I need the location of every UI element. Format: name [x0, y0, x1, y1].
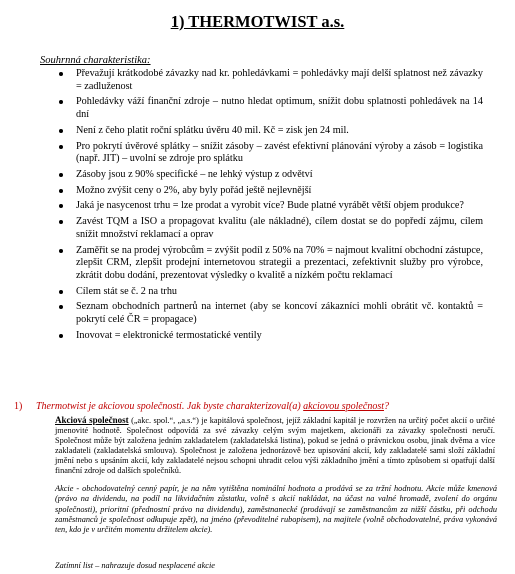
list-item: Pohledávky váží finanční zdroje – nutno hledat optimum, snížit dobu splatnosti pohledávek na 14 dní	[0, 96, 515, 121]
answer-shares-paragraph: Akcie - obchodovatelný cenný papír, je na něm vytištěna nominální hodnota a prodává se za tržní hodnotu. Akcie může kmenová (právo na dividendu, na podíl na likvidačním zůstatku, volně s akcií nakládat, na účast na valné hromadě, zvolení do orgánu společnosti), prioritní (přednostní právo na dividendu), zaměstnanecké (prodávají se zaměstnancům za nižší částku, při odchodu zaměstnanců je společnost odkupuje zpět), na jméno (převoditelné rubopisem), na majitele (volně obchodovatelné, práva vykonává ten, kdo je v určitém momentu držitelem akcie).	[55, 484, 497, 535]
bullet-icon	[59, 305, 63, 309]
question-highlight: akciovou společnost	[303, 401, 384, 412]
summary-list	[0, 68, 515, 346]
answer-term: Akciová společnost	[55, 415, 129, 425]
answer-paragraph	[55, 415, 495, 477]
list-item: Inovovat = elektronické termostatické ventily	[0, 330, 515, 343]
list-item: Pro pokrytí úvěrové splátky – snížit zásoby – zavést efektivní plánování výroby a zásob = logistika (např. JIT) – uvolní se zdroje pro splátku	[0, 141, 515, 166]
bullet-icon	[59, 72, 63, 76]
list-item: Převažují krátkodobé závazky nad kr. pohledávkami = pohledávky mají delší splatnost než závazky = zadluženost	[0, 68, 515, 93]
bullet-icon	[59, 220, 63, 224]
bullet-icon	[59, 334, 63, 338]
answer-body: („akc. spol.“, „a.s.“) je kapitálová společnost, jejíž základní kapitál je rozvržen na určitý počet akcií o určité jmenovité hodnotě. Společnost odpovídá za své závazky celým svým majetkem, akcionáři za závazky společnosti neručí. Společnost může být založena jedním zakladatelem (zakladatelská listina), pokud se jedná o právnickou osobu, jinak dvěma a více zakladateli (zakladatelská smlouva). Společnost je založena jednorázově bez upisování akcií, kdy zakladatelé sami složí základní jmění nebo s upsáním akcií, kdy zakladatelé nejsou schopni uhradit celou výši základního jmění a tímto způsobem si opatřují další finanční zdroje od dalších společníků.	[55, 416, 495, 476]
question-1	[14, 401, 494, 412]
bullet-icon	[59, 290, 63, 294]
summary-heading: Souhrnná charakteristika:	[40, 55, 151, 66]
bullet-icon	[59, 249, 63, 253]
bullet-icon	[59, 189, 63, 193]
question-text: Thermotwist je akciovou společností. Jak byste charakterizoval(a)	[36, 401, 304, 412]
list-item: Jaká je nasycenost trhu = lze prodat a vyrobit více? Bude platné vyrábět větší objem produkce?	[0, 200, 515, 213]
bullet-icon	[59, 204, 63, 208]
bullet-icon	[59, 173, 63, 177]
bullet-icon	[59, 129, 63, 133]
bullet-icon	[59, 100, 63, 104]
list-item: Zaměřit se na prodej výrobcům = zvýšit podíl z 50% na 70% = najmout kvalitní obchodní zástupce, zlepšit CRM, zlepšit prodejní internetovou strategii a prezentaci, zefektivnit služby pro výrobce, zkrátit dobu dodání, prezentovat výsledky o kvalitě a nízkém počtu reklamací	[0, 245, 515, 283]
answer-interim-note: Zatímní list – nahrazuje dosud nesplacené akcie	[55, 561, 215, 570]
list-item: Možno zvýšit ceny o 2%, aby byly pořád ještě nejlevnější	[0, 185, 515, 198]
list-item: Cílem stát se č. 2 na trhu	[0, 286, 515, 299]
list-item: Zavést TQM a ISO a propagovat kvalitu (ale nákladné), cílem dostat se do popředí zájmu, cílem snížit množství reklamací a oprav	[0, 216, 515, 241]
question-number: 1)	[14, 401, 23, 412]
bullet-icon	[59, 145, 63, 149]
list-item: Zásoby jsou z 90% specifické – ne lehký výstup z odvětví	[0, 169, 515, 182]
list-item: Není z čeho platit roční splátku úvěru 40 mil. Kč = zisk jen 24 mil.	[0, 125, 515, 138]
question-end: ?	[383, 401, 389, 412]
list-item: Seznam obchodních partnerů na internet (aby se koncoví zákazníci mohli obrátit vč. kontaktů = pokrytí celé ČR = propagace)	[0, 301, 515, 326]
document-title: 1) THERMOTWIST a.s.	[170, 12, 345, 31]
